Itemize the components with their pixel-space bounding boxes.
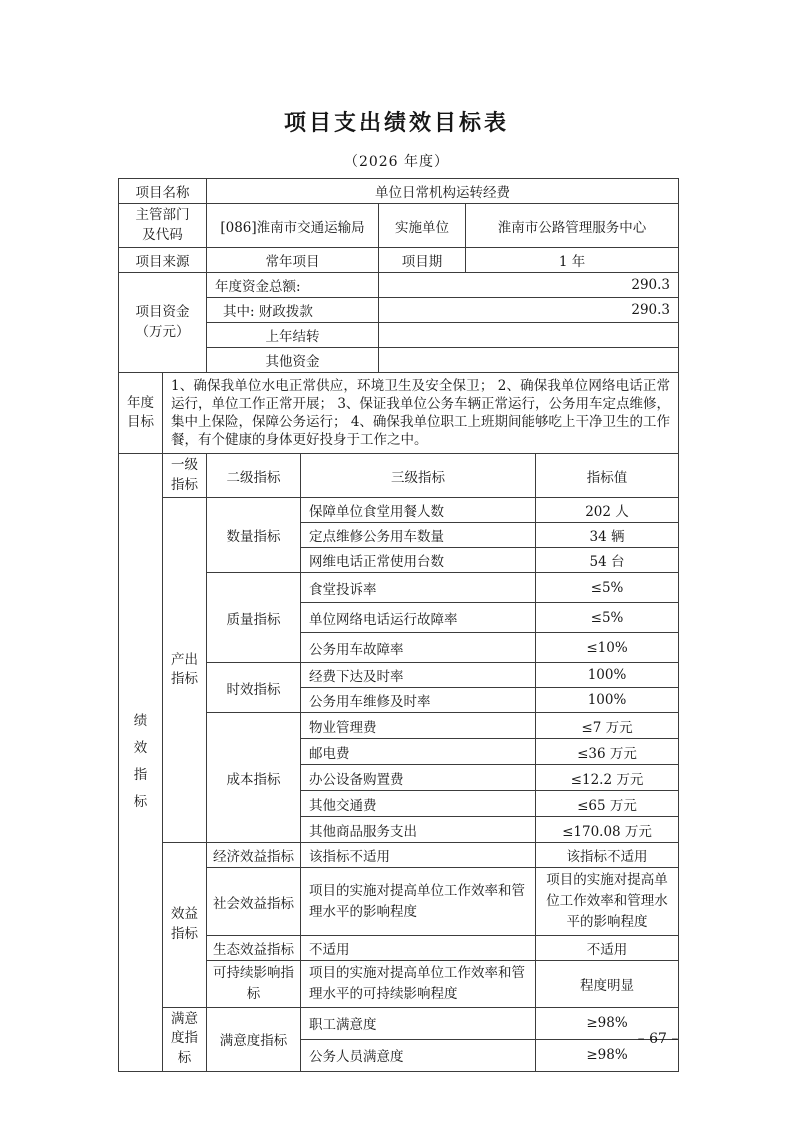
indicator-value: ≤10% [536,633,679,663]
indicator-value: 不适用 [536,936,679,961]
page-number: – 67 – [637,1031,679,1047]
impl-value: 淮南市公路管理服务中心 [466,204,679,248]
header-level1 [163,454,207,498]
indicator-name: 其他商品服务支出 [301,817,536,843]
level2-cost: 成本指标 [207,713,301,843]
impl-label: 实施单位 [379,204,466,248]
indicator-value: ≤5% [536,573,679,603]
annual-goal-label [119,373,163,454]
header-level3: 三级指标 [301,454,536,498]
indicator-name: 单位网络电话运行故障率 [301,603,536,633]
indicator-value: ≥98% [536,1039,679,1071]
fund-other-value [379,348,679,373]
indicator-name: 公务用车故障率 [301,633,536,663]
indicators-section-label [119,454,163,1071]
level1-satisfaction-text: 满意度指标 [170,1010,198,1066]
indicator-value: ≤170.08 万元 [536,817,679,843]
indicator-value: ≤65 万元 [536,791,679,817]
level1-benefit-text: 效益指标 [170,906,198,943]
annual-goal-text: 1、确保我单位水电正常供应，环境卫生及安全保卫； 2、确保我单位网络电话正常运行，单位工作正常开展； 3、保证我单位公务车辆正常运行，公务用车定点维修，集中上保险，保障公务运行； 4、确保我单位职工上班期间能够吃上干净卫生的工作餐，有个健康的身体更好投身于工作之中。 [163,373,679,454]
indicator-value: 该指标不适用 [536,843,679,868]
source-value: 常年项目 [207,248,379,273]
indicator-name: 项目的实施对提高单位工作效率和管理水平的影响程度 [301,868,536,936]
level1-output-text: 产出指标 [170,651,198,688]
level2-timeliness: 时效指标 [207,663,301,713]
fund-carryover-name: 上年结转 [207,323,379,348]
indicator-value: ≤36 万元 [536,739,679,765]
dept-value: [086]淮南市交通运输局 [207,204,379,248]
indicator-name: 职工满意度 [301,1007,536,1039]
indicator-name: 物业管理费 [301,713,536,739]
period-value: 1 年 [466,248,679,273]
fund-fiscal-value: 290.3 [379,298,679,323]
indicator-value: ≤7 万元 [536,713,679,739]
period-label: 项目期 [379,248,466,273]
document-year: （2026 年度） [343,154,450,170]
fund-carryover-value [379,323,679,348]
project-name-value: 单位日常机构运转经费 [207,179,679,204]
indicator-value: 程度明显 [536,961,679,1008]
level1-output [163,498,207,843]
level2-social: 社会效益指标 [207,868,301,936]
dept-label [119,204,207,248]
indicator-name: 该指标不适用 [301,843,536,868]
indicators-section-label-text: 绩效指标 [133,713,148,811]
indicator-name: 定点维修公务用车数量 [301,523,536,548]
indicator-value: 项目的实施对提高单位工作效率和管理水平的影响程度 [536,868,679,936]
indicator-name: 食堂投诉率 [301,573,536,603]
indicator-value: 34 辆 [536,523,679,548]
row-fund-total [119,273,679,298]
indicator-row [119,498,679,523]
indicator-name: 邮电费 [301,739,536,765]
indicator-name: 不适用 [301,936,536,961]
project-name-label: 项目名称 [119,179,207,204]
fund-total-name: 年度资金总额: [207,273,379,298]
indicator-name: 办公设备购置费 [301,765,536,791]
indicator-name: 公务用车维修及时率 [301,688,536,713]
funds-label [119,273,207,373]
dept-label-text: 主管部门及代码 [135,207,190,243]
indicator-row [119,843,679,868]
performance-target-table [118,178,679,1072]
funds-label-text: 项目资金（万元） [135,304,190,340]
header-level2: 二级指标 [207,454,301,498]
document-title: 项目支出绩效目标表 [283,110,509,136]
row-project-name [119,179,679,204]
header-value: 指标值 [536,454,679,498]
indicator-name: 经费下达及时率 [301,663,536,688]
annual-goal-label-text: 年度目标 [126,394,154,431]
indicator-value: 54 台 [536,548,679,573]
indicator-name: 公务人员满意度 [301,1039,536,1071]
indicator-value: 202 人 [536,498,679,523]
level2-quantity: 数量指标 [207,498,301,573]
fund-fiscal-name: 其中: 财政拨款 [207,298,379,323]
level2-sustainable: 可持续影响指标 [207,961,301,1008]
row-indicator-header [119,454,679,498]
fund-other-name: 其他资金 [207,348,379,373]
row-source [119,248,679,273]
level2-satisfaction: 满意度指标 [207,1007,301,1071]
fund-total-value: 290.3 [379,273,679,298]
indicator-value: ≤12.2 万元 [536,765,679,791]
indicator-value: 100% [536,663,679,688]
level2-ecological: 生态效益指标 [207,936,301,961]
indicator-name: 项目的实施对提高单位工作效率和管理水平的可持续影响程度 [301,961,536,1008]
row-annual-goal [119,373,679,454]
level2-economic: 经济效益指标 [207,843,301,868]
level2-quality: 质量指标 [207,573,301,663]
indicator-row [119,1007,679,1039]
level1-benefit [163,843,207,1008]
indicator-name: 保障单位食堂用餐人数 [301,498,536,523]
indicator-name: 网维电话正常使用台数 [301,548,536,573]
row-department [119,204,679,248]
level1-satisfaction [163,1007,207,1071]
indicator-name: 其他交通费 [301,791,536,817]
indicator-value: ≥98% [536,1007,679,1039]
indicator-value: 100% [536,688,679,713]
indicator-value: ≤5% [536,603,679,633]
header-level1-text: 一级指标 [170,457,198,493]
source-label: 项目来源 [119,248,207,273]
